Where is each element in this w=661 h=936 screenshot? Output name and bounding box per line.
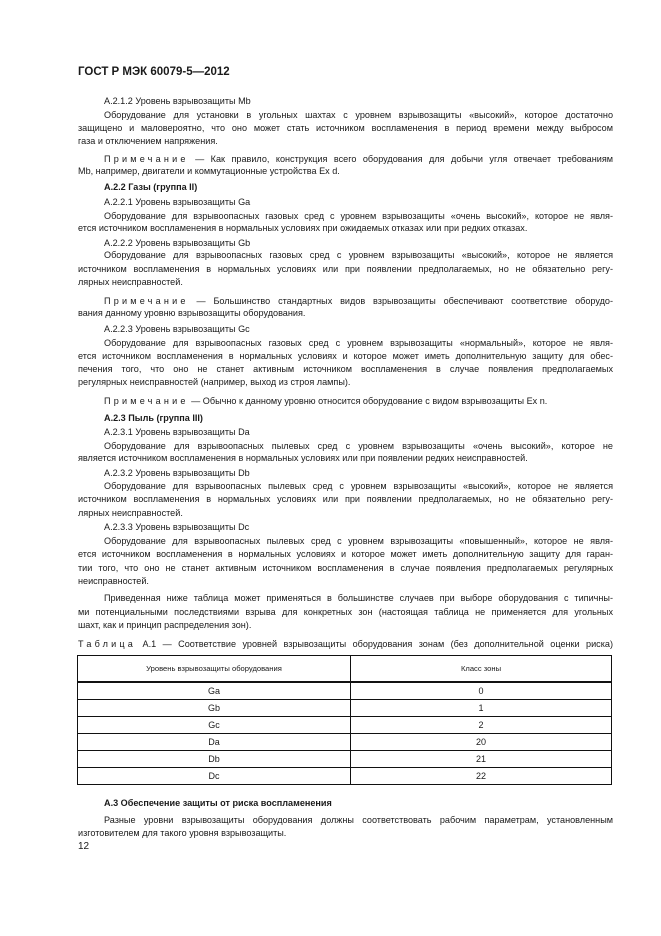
line-text: А.2.2.1 Уровень взрывозащиты Ga bbox=[104, 197, 251, 207]
line-text: Приведенная ниже таблица может применяться в большинстве случаев при выборе оборудования с типичны- bbox=[104, 593, 613, 603]
text-line bbox=[78, 276, 613, 288]
spaced-label: Таблица bbox=[78, 639, 137, 649]
line-text: Оборудование для взрывоопасных газовых сред с уровнем взрывозащиты «нормальный», которое не явля- bbox=[104, 338, 613, 348]
line-text: А.2.3.3 Уровень взрывозащиты Dc bbox=[104, 522, 250, 532]
text-line bbox=[78, 165, 613, 177]
table-cell: Gb bbox=[78, 700, 351, 717]
text-line bbox=[78, 363, 613, 375]
line-text: ми потенциальными последствиями взрыва для конкретных зон (настоящая таблица не применяется для угольных bbox=[78, 607, 613, 617]
table-row bbox=[78, 717, 612, 734]
zone-table bbox=[77, 655, 612, 785]
table-cell: 1 bbox=[351, 700, 612, 717]
line-text: лярных неисправностей. bbox=[78, 508, 183, 518]
line-text: А.2.3 Пыль (группа III) bbox=[104, 413, 203, 423]
section-heading bbox=[104, 181, 613, 193]
line-text: источником воспламенения в нормальных условиях или при появлении предполагаемых, но не обязательно регу- bbox=[78, 494, 613, 504]
table-cell: 2 bbox=[351, 717, 612, 734]
text-line bbox=[104, 426, 613, 438]
table-cell: Ga bbox=[78, 682, 351, 700]
table-header-cell: Уровень взрывозащиты оборудования bbox=[78, 656, 351, 683]
text-line bbox=[104, 395, 613, 407]
document-code-header: ГОСТ Р МЭК 60079-5—2012 bbox=[78, 66, 230, 78]
text-line bbox=[78, 135, 613, 147]
line-text: — Как правило, конструкция всего оборудования для добычи угля отвечает требованиям bbox=[188, 154, 613, 164]
text-line bbox=[78, 452, 613, 464]
text-line bbox=[104, 237, 613, 249]
table-row bbox=[78, 700, 612, 717]
line-text: А.2.1.2 Уровень взрывозащиты Mb bbox=[104, 96, 251, 106]
line-text: изготовителем для такого уровня взрывозащиты. bbox=[78, 828, 287, 838]
line-text: Оборудование для взрывоопасных пылевых сред с уровнем взрывозащиты «высокий», которое не является bbox=[104, 481, 613, 491]
line-text: А.2.2.2 Уровень взрывозащиты Gb bbox=[104, 238, 251, 248]
text-line bbox=[104, 592, 613, 604]
line-text: — Обычно к данному уровню относится оборудование с видом взрывозащиты Ex n. bbox=[188, 396, 548, 406]
line-text: вания данному уровню взрывозащиты оборудования. bbox=[78, 308, 306, 318]
table-header-row bbox=[78, 656, 612, 683]
text-line bbox=[78, 122, 613, 134]
line-text: ется источником воспламенения в нормальных условиях при ожидаемых отказах или при редких отказах. bbox=[78, 223, 528, 233]
text-line bbox=[78, 507, 613, 519]
text-line bbox=[78, 376, 613, 388]
line-text: газа и отключением напряжения. bbox=[78, 136, 218, 146]
text-line bbox=[78, 493, 613, 505]
table-cell: Gc bbox=[78, 717, 351, 734]
text-line bbox=[78, 307, 613, 319]
text-line bbox=[104, 323, 613, 335]
text-line bbox=[104, 337, 613, 349]
line-text: Оборудование для взрывоопасных пылевых сред с уровнем взрывозащиты «очень высокий», которое не bbox=[104, 441, 613, 451]
line-text: защищено и маловероятно, что оно может стать источником воспламенения в период времени между выбросом bbox=[78, 123, 613, 133]
text-line bbox=[104, 480, 613, 492]
table-cell: Dc bbox=[78, 768, 351, 785]
text-line bbox=[78, 827, 613, 839]
text-line bbox=[78, 350, 613, 362]
text-line bbox=[104, 295, 613, 307]
text-line bbox=[78, 619, 613, 631]
text-line bbox=[78, 606, 613, 618]
text-line bbox=[104, 814, 613, 826]
spaced-label: Примечание bbox=[104, 396, 189, 406]
line-text: Mb, например, двигатели и коммутационные устройства Ex d. bbox=[78, 166, 340, 176]
text-line bbox=[78, 263, 613, 275]
line-text: А.2.3.1 Уровень взрывозащиты Da bbox=[104, 427, 250, 437]
line-text: ется источником воспламенения в нормальных условиях и которое может иметь дополнительную защиту для гаран- bbox=[78, 549, 613, 559]
page-number: 12 bbox=[78, 841, 90, 852]
line-text: А.2.2 Газы (группа II) bbox=[104, 182, 198, 192]
text-line bbox=[104, 153, 613, 165]
table-row bbox=[78, 734, 612, 751]
line-text: шахт, как и принцип распределения зон). bbox=[78, 620, 252, 630]
line-text: А.1 — Соответствие уровней взрывозащиты оборудования зонам (без дополнительной оценки риска) bbox=[136, 639, 613, 649]
text-line bbox=[78, 562, 613, 574]
text-line bbox=[104, 440, 613, 452]
text-line bbox=[78, 222, 613, 234]
table-row bbox=[78, 768, 612, 785]
text-line bbox=[104, 521, 613, 533]
table-header-cell: Класс зоны bbox=[351, 656, 612, 683]
line-text: лярных неисправностей. bbox=[78, 277, 183, 287]
line-text: печения того, что оно не станет активным источником воспламенения в случае появления предполагаемых bbox=[78, 364, 613, 374]
table-row bbox=[78, 751, 612, 768]
table-cell: 20 bbox=[351, 734, 612, 751]
section-heading bbox=[104, 797, 613, 809]
table-cell: 21 bbox=[351, 751, 612, 768]
text-line bbox=[104, 535, 613, 547]
line-text: А.2.3.2 Уровень взрывозащиты Db bbox=[104, 468, 250, 478]
text-line bbox=[104, 467, 613, 479]
table-cell: 22 bbox=[351, 768, 612, 785]
line-text: — Большинство стандартных видов взрывозащиты обеспечивают соответствие оборудо- bbox=[188, 296, 613, 306]
line-text: неисправностей. bbox=[78, 576, 149, 586]
text-line bbox=[104, 196, 613, 208]
line-text: Оборудование для взрывоопасных газовых сред с уровнем взрывозащиты «высокий», которое не является bbox=[104, 250, 613, 260]
table-caption bbox=[78, 638, 613, 650]
text-line bbox=[104, 95, 613, 107]
line-text: регулярных неисправностей (например, выход из строя лампы). bbox=[78, 377, 351, 387]
table-cell: Db bbox=[78, 751, 351, 768]
line-text: Оборудование для взрывоопасных газовых сред с уровнем взрывозащиты «очень высокий», которое не явля- bbox=[104, 211, 613, 221]
text-line bbox=[104, 249, 613, 261]
line-text: А.3 Обеспечение защиты от риска воспламенения bbox=[104, 798, 332, 808]
table-row bbox=[78, 682, 612, 700]
table-cell: Da bbox=[78, 734, 351, 751]
text-line bbox=[78, 548, 613, 560]
line-text: Оборудование для установки в угольных шахтах с уровнем взрывозащиты «высокий», которое достаточно bbox=[104, 110, 613, 120]
text-line bbox=[104, 210, 613, 222]
line-text: является источником воспламенения в нормальных условиях или при появлении редких неисправностей. bbox=[78, 453, 528, 463]
section-heading bbox=[104, 412, 613, 424]
line-text: источником воспламенения в нормальных условиях или при появлении предполагаемых, но не обязательно регу- bbox=[78, 264, 613, 274]
spaced-label: Примечание bbox=[104, 154, 189, 164]
line-text: А.2.2.3 Уровень взрывозащиты Gc bbox=[104, 324, 250, 334]
table-cell: 0 bbox=[351, 682, 612, 700]
line-text: Оборудование для взрывоопасных пылевых сред с уровнем взрывозащиты «повышенный», которое не явля- bbox=[104, 536, 613, 546]
line-text: Разные уровни взрывозащиты оборудования должны соответствовать рабочим параметрам, установленным bbox=[104, 815, 613, 825]
text-line bbox=[104, 109, 613, 121]
text-line bbox=[78, 575, 613, 587]
line-text: тии того, что оно не станет активным источником воспламенения в случае появления предполагаемых регулярных bbox=[78, 563, 613, 573]
spaced-label: Примечание bbox=[104, 296, 189, 306]
line-text: ется источником воспламенения в нормальных условиях и которое может иметь дополнительную защиту для обес- bbox=[78, 351, 613, 361]
